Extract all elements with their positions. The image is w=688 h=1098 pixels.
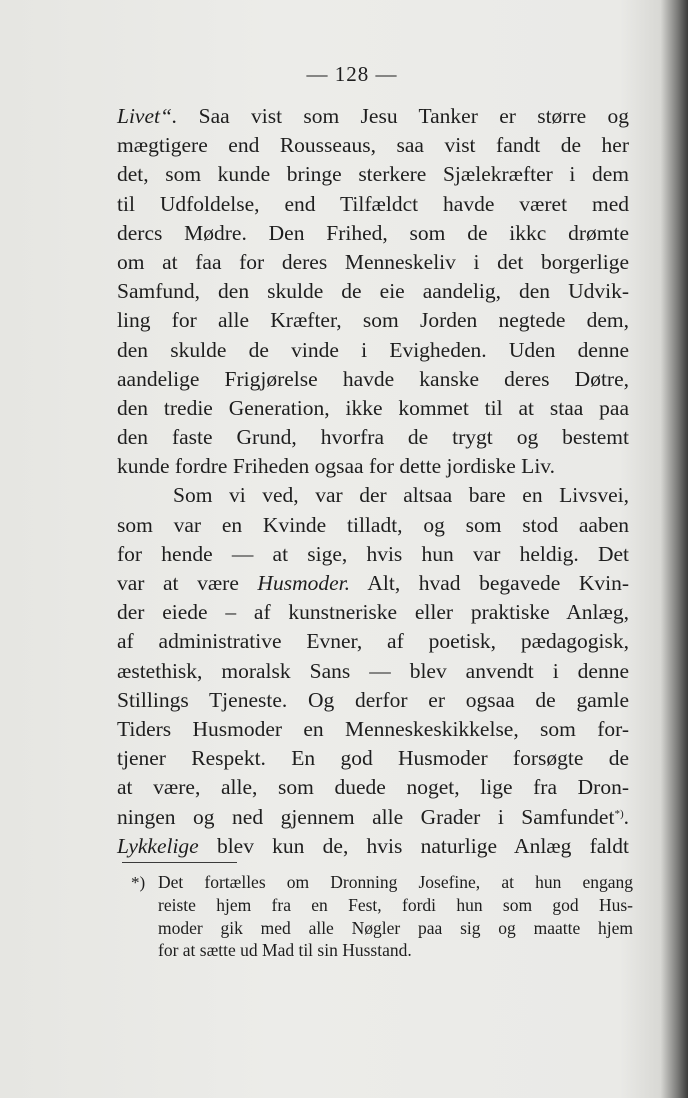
text-line: ling for alle Kræfter, som Jorden negtede dem, (117, 308, 629, 333)
footnote-line: moder gik med alle Nøgler paa sig og maatte hjem (158, 917, 633, 938)
text-line: der eiede – af kunstneriske eller praktiske Anlæg, (117, 600, 629, 625)
paragraph-start-line: Som vi ved, var der altsaa bare en Livsvei, (173, 483, 629, 508)
text-line: ningen og ned gjennem alle Grader i Samfundet*). (117, 804, 629, 829)
text-line: Samfund, den skulde de eie aandelig, den Udvik- (117, 279, 629, 304)
text-line: dercs Mødre. Den Frihed, som de ikkc drømte (117, 220, 629, 245)
text-line: den tredie Generation, ikke kommet til at staa paa (117, 395, 629, 420)
text-line: om at faa for deres Menneskeliv i det borgerlige (117, 249, 629, 274)
text-line: det, som kunde bringe sterkere Sjælekræfter i dem (117, 162, 629, 187)
paragraph-end-line: kunde fordre Friheden ogsaa for dette jordiske Liv. (117, 454, 556, 479)
footnote-marker: *) (131, 873, 146, 892)
body-text (117, 102, 629, 861)
footnote-line: for at sætte ud Mad til sin Husstand. (158, 940, 412, 961)
text-line: mægtigere end Rousseaus, saa vist fandt de her (117, 133, 629, 158)
text-line: var at være Husmoder. Alt, hvad begavede Kvin- (117, 571, 629, 595)
footnote-line: *) Det fortælles om Dronning Josefine, at hun engang (131, 871, 633, 894)
footnote-divider (122, 862, 237, 863)
footnote (131, 871, 633, 962)
text-line: den faste Grund, hvorfra de trygt og bestemt (117, 425, 629, 450)
text-line: til Udfoldelse, end Tilfældct havde været med (117, 191, 629, 216)
text-line: Tiders Husmoder en Menneskeskikkelse, som for- (117, 716, 629, 741)
text-line: at være, alle, som duede noget, lige fra Dron- (117, 775, 629, 800)
text-line: tjener Respekt. En god Husmoder forsøgte de (117, 746, 629, 771)
text-line: som var en Kvinde tilladt, og som stod aaben (117, 512, 629, 537)
page-number: — 128 — (306, 62, 398, 86)
italic-word: Husmoder. (257, 571, 350, 595)
footnote-line: reiste hjem fra en Fest, fordi hun som god Hus- (158, 894, 633, 915)
text-line: Livet“. Saa vist som Jesu Tanker er større og (117, 104, 629, 128)
text-line: af administrative Evner, af poetisk, pædagogisk, (117, 629, 629, 654)
italic-word: Livet“. (117, 104, 178, 128)
text-line: Stillings Tjeneste. Og derfor er ogsaa de gamle (117, 687, 629, 712)
footnote-reference: *) (614, 807, 624, 820)
text-line: aandelige Frigjørelse havde kanske deres Døtre, (117, 366, 629, 391)
italic-word: Lykkelige (117, 833, 199, 858)
text-line: den skulde de vinde i Evigheden. Uden denne (117, 337, 629, 362)
text-line: Lykkelige blev kun de, hvis naturlige Anlæg faldt (117, 833, 629, 858)
text-line: for hende — at sige, hvis hun var heldig. Det (117, 541, 629, 566)
text-line: æstethisk, moralsk Sans — blev anvendt i denne (117, 658, 629, 683)
